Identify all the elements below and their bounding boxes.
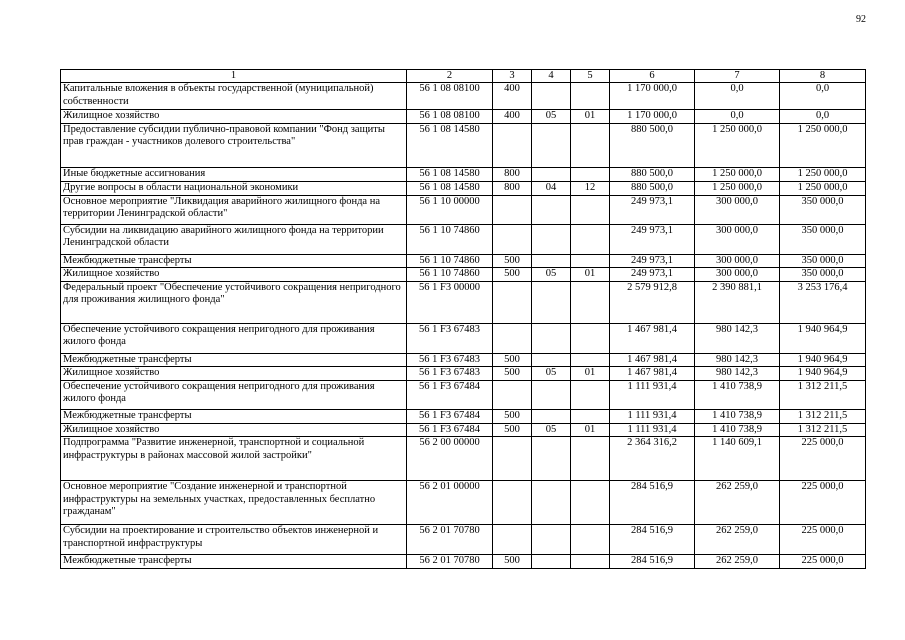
table-cell <box>532 380 571 409</box>
table-cell: 262 259,0 <box>695 525 780 555</box>
table-cell <box>532 195 571 224</box>
table-cell: 56 1 F3 67483 <box>407 323 493 353</box>
table-cell: 225 000,0 <box>780 481 866 525</box>
table-cell: Субсидии на ликвидацию аварийного жилищного фонда на территории Ленинградской области <box>61 224 407 254</box>
table-cell: 0,0 <box>780 110 866 124</box>
table-cell <box>571 525 610 555</box>
column-header-7: 7 <box>695 70 780 83</box>
table-cell: 1 410 738,9 <box>695 380 780 409</box>
table-cell <box>571 481 610 525</box>
table-row <box>61 353 866 367</box>
table-cell: 3 253 176,4 <box>780 281 866 323</box>
table-cell: Иные бюджетные ассигнования <box>61 167 407 181</box>
table-cell <box>571 555 610 569</box>
table-cell <box>532 437 571 481</box>
table-cell: 1 940 964,9 <box>780 353 866 367</box>
table-cell: 0,0 <box>780 83 866 110</box>
table-row <box>61 167 866 181</box>
table-cell <box>493 123 532 167</box>
table-header-row <box>61 70 866 83</box>
table-cell <box>571 281 610 323</box>
table-cell: 350 000,0 <box>780 224 866 254</box>
table-cell: 1 250 000,0 <box>780 167 866 181</box>
table-row <box>61 83 866 110</box>
table-cell: 56 1 08 14580 <box>407 123 493 167</box>
table-cell: 262 259,0 <box>695 481 780 525</box>
table-cell <box>532 254 571 268</box>
table-cell: 1 410 738,9 <box>695 409 780 423</box>
table-cell <box>493 323 532 353</box>
table-cell: 05 <box>532 268 571 282</box>
table-cell: 05 <box>532 110 571 124</box>
table-cell: 500 <box>493 268 532 282</box>
page-number: 92 <box>856 14 866 25</box>
table-cell: Субсидии на проектирование и строительство объектов инженерной и транспортной инфраструктуры <box>61 525 407 555</box>
budget-table <box>60 69 866 569</box>
table-cell: Жилищное хозяйство <box>61 367 407 381</box>
table-cell: Обеспечение устойчивого сокращения непригодного для проживания жилого фонда <box>61 323 407 353</box>
table-cell: Межбюджетные трансферты <box>61 353 407 367</box>
table-cell <box>532 525 571 555</box>
table-cell <box>532 83 571 110</box>
table-cell <box>493 525 532 555</box>
table-cell <box>571 353 610 367</box>
table-cell: 1 467 981,4 <box>610 353 695 367</box>
table-cell: 0,0 <box>695 83 780 110</box>
table-body <box>61 83 866 569</box>
table-cell: 350 000,0 <box>780 195 866 224</box>
table-cell <box>493 380 532 409</box>
table-row <box>61 555 866 569</box>
table-cell: 56 1 08 08100 <box>407 110 493 124</box>
table-cell: 980 142,3 <box>695 323 780 353</box>
table-cell: 249 973,1 <box>610 224 695 254</box>
table-cell: 1 312 211,5 <box>780 380 866 409</box>
table-cell: 880 500,0 <box>610 181 695 195</box>
table-cell: 1 250 000,0 <box>695 167 780 181</box>
table-cell: 56 2 01 00000 <box>407 481 493 525</box>
table-cell: 2 364 316,2 <box>610 437 695 481</box>
table-cell: Обеспечение устойчивого сокращения непригодного для проживания жилого фонда <box>61 380 407 409</box>
table-cell: 1 467 981,4 <box>610 323 695 353</box>
table-cell: 1 940 964,9 <box>780 367 866 381</box>
table-cell: 56 1 10 74860 <box>407 268 493 282</box>
table-cell <box>493 437 532 481</box>
table-row <box>61 481 866 525</box>
table-cell: Межбюджетные трансферты <box>61 409 407 423</box>
table-cell: 350 000,0 <box>780 268 866 282</box>
table-cell: 56 1 F3 67483 <box>407 367 493 381</box>
table-cell: Основное мероприятие "Ликвидация аварийного жилищного фонда на территории Ленинградской области" <box>61 195 407 224</box>
table-cell: 800 <box>493 167 532 181</box>
table-cell <box>571 83 610 110</box>
table-cell: 249 973,1 <box>610 195 695 224</box>
table-cell: 284 516,9 <box>610 555 695 569</box>
table-cell: 500 <box>493 353 532 367</box>
table-cell <box>571 380 610 409</box>
table-cell: 880 500,0 <box>610 167 695 181</box>
table-row <box>61 380 866 409</box>
table-cell: 56 1 F3 67483 <box>407 353 493 367</box>
table-cell <box>571 323 610 353</box>
table-row <box>61 195 866 224</box>
table-row <box>61 323 866 353</box>
table-cell: 01 <box>571 367 610 381</box>
table-cell: 1 170 000,0 <box>610 110 695 124</box>
table-cell: 56 2 00 00000 <box>407 437 493 481</box>
column-header-3: 3 <box>493 70 532 83</box>
table-cell: 249 973,1 <box>610 268 695 282</box>
table-cell: 350 000,0 <box>780 254 866 268</box>
table-cell <box>571 167 610 181</box>
table-cell: 56 1 10 00000 <box>407 195 493 224</box>
table-cell: 1 940 964,9 <box>780 323 866 353</box>
table-cell <box>532 409 571 423</box>
table-cell: 1 250 000,0 <box>695 181 780 195</box>
column-header-4: 4 <box>532 70 571 83</box>
table-cell: 500 <box>493 254 532 268</box>
table-cell <box>571 123 610 167</box>
table-cell: 300 000,0 <box>695 254 780 268</box>
table-cell: 300 000,0 <box>695 224 780 254</box>
table-cell: 284 516,9 <box>610 481 695 525</box>
table-cell: Межбюджетные трансферты <box>61 254 407 268</box>
table-cell: 500 <box>493 409 532 423</box>
table-cell <box>571 409 610 423</box>
table-cell: Межбюджетные трансферты <box>61 555 407 569</box>
table-cell <box>532 224 571 254</box>
table-cell: 300 000,0 <box>695 195 780 224</box>
table-cell: 880 500,0 <box>610 123 695 167</box>
table-cell <box>493 281 532 323</box>
table-cell: 500 <box>493 367 532 381</box>
table-cell <box>571 254 610 268</box>
column-header-6: 6 <box>610 70 695 83</box>
table-cell: 56 1 08 14580 <box>407 181 493 195</box>
table-cell: 1 170 000,0 <box>610 83 695 110</box>
table-cell <box>493 195 532 224</box>
table-cell <box>493 481 532 525</box>
table-cell: 1 111 931,4 <box>610 380 695 409</box>
table-cell: 400 <box>493 83 532 110</box>
table-cell: 56 2 01 70780 <box>407 525 493 555</box>
table-cell: 400 <box>493 110 532 124</box>
table-cell: 300 000,0 <box>695 268 780 282</box>
table-cell: 56 1 F3 67484 <box>407 409 493 423</box>
table-cell: 262 259,0 <box>695 555 780 569</box>
table-cell <box>493 224 532 254</box>
column-header-5: 5 <box>571 70 610 83</box>
table-cell: 56 1 F3 00000 <box>407 281 493 323</box>
table-cell: 249 973,1 <box>610 254 695 268</box>
table-cell: Подпрограмма "Развитие инженерной, транспортной и социальной инфраструктуры в районах массовой жилой застройки" <box>61 437 407 481</box>
table-cell: 500 <box>493 555 532 569</box>
table-cell: 1 140 609,1 <box>695 437 780 481</box>
table-row <box>61 281 866 323</box>
table-cell: 1 410 738,9 <box>695 423 780 437</box>
table-row <box>61 110 866 124</box>
table-row <box>61 525 866 555</box>
table-row <box>61 367 866 381</box>
table-cell <box>571 195 610 224</box>
table-cell: 56 1 08 14580 <box>407 167 493 181</box>
table-row <box>61 423 866 437</box>
column-header-8: 8 <box>780 70 866 83</box>
table-cell: Другие вопросы в области национальной экономики <box>61 181 407 195</box>
table-cell: 980 142,3 <box>695 367 780 381</box>
table-cell: 0,0 <box>695 110 780 124</box>
table-cell: 2 390 881,1 <box>695 281 780 323</box>
table-cell <box>532 555 571 569</box>
table-cell: 500 <box>493 423 532 437</box>
table-cell: 1 111 931,4 <box>610 409 695 423</box>
table-cell: Основное мероприятие "Создание инженерной и транспортной инфраструктуры на земельных участках, предоставленных бесплатно гражданам" <box>61 481 407 525</box>
table-cell: Федеральный проект "Обеспечение устойчивого сокращения непригодного для проживания жилищного фонда" <box>61 281 407 323</box>
table-cell: 56 2 01 70780 <box>407 555 493 569</box>
table-cell: 1 250 000,0 <box>695 123 780 167</box>
table-cell <box>532 281 571 323</box>
table-cell: 1 312 211,5 <box>780 423 866 437</box>
table-cell: 225 000,0 <box>780 437 866 481</box>
table-cell: 1 250 000,0 <box>780 123 866 167</box>
table-cell: 284 516,9 <box>610 525 695 555</box>
table-cell: 05 <box>532 423 571 437</box>
table-cell <box>571 437 610 481</box>
table-cell <box>532 481 571 525</box>
table-cell: 56 1 F3 67484 <box>407 423 493 437</box>
table-cell: 1 111 931,4 <box>610 423 695 437</box>
table-cell: 1 250 000,0 <box>780 181 866 195</box>
table-cell: 01 <box>571 423 610 437</box>
table-cell: 980 142,3 <box>695 353 780 367</box>
table-cell <box>571 224 610 254</box>
table-cell: 56 1 F3 67484 <box>407 380 493 409</box>
table-cell <box>532 353 571 367</box>
column-header-2: 2 <box>407 70 493 83</box>
table-row <box>61 409 866 423</box>
table-row <box>61 268 866 282</box>
table-cell: 1 467 981,4 <box>610 367 695 381</box>
table-cell: Капитальные вложения в объекты государственной (муниципальной) собственности <box>61 83 407 110</box>
column-header-1: 1 <box>61 70 407 83</box>
table-cell <box>532 167 571 181</box>
table-cell: 225 000,0 <box>780 555 866 569</box>
table-cell: 01 <box>571 110 610 124</box>
table-row <box>61 254 866 268</box>
table-row <box>61 437 866 481</box>
table-cell: 56 1 10 74860 <box>407 254 493 268</box>
table-row <box>61 181 866 195</box>
table-cell <box>532 123 571 167</box>
table-cell: 05 <box>532 367 571 381</box>
table-cell: Жилищное хозяйство <box>61 110 407 124</box>
table-cell: 1 312 211,5 <box>780 409 866 423</box>
table-cell: 2 579 912,8 <box>610 281 695 323</box>
table-cell: 12 <box>571 181 610 195</box>
table-cell: 01 <box>571 268 610 282</box>
table-row <box>61 123 866 167</box>
table-cell: 04 <box>532 181 571 195</box>
table-cell <box>532 323 571 353</box>
table-cell: 56 1 08 08100 <box>407 83 493 110</box>
table-row <box>61 224 866 254</box>
table-cell: Предоставление субсидии публично-правовой компании "Фонд защиты прав граждан - участников долевого строительства" <box>61 123 407 167</box>
table-cell: Жилищное хозяйство <box>61 423 407 437</box>
table-cell: 800 <box>493 181 532 195</box>
table-cell: Жилищное хозяйство <box>61 268 407 282</box>
table-cell: 56 1 10 74860 <box>407 224 493 254</box>
table-cell: 225 000,0 <box>780 525 866 555</box>
